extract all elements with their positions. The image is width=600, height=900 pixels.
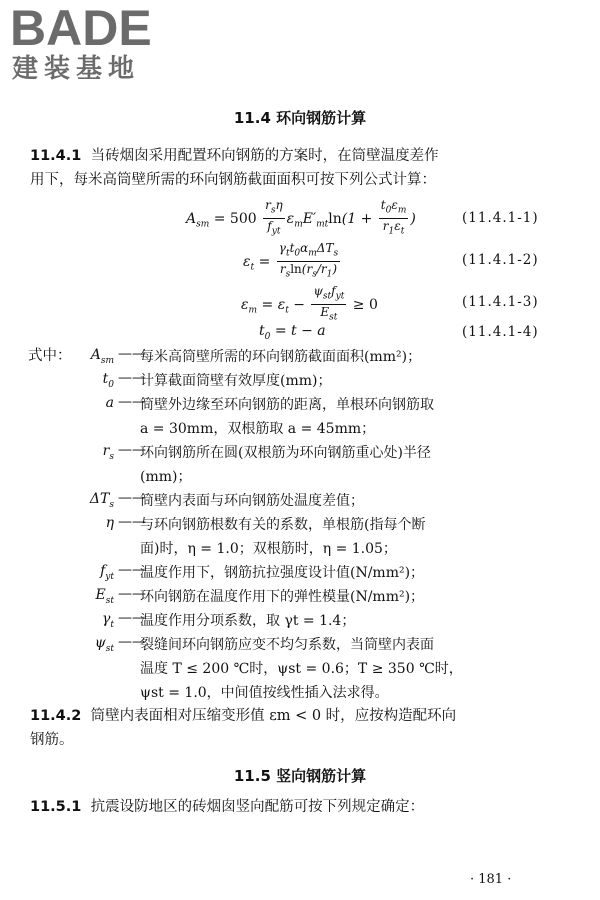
- def-symbol: $E_{st}$: [95, 587, 114, 606]
- clause-11-4-1-line2: 用下，每米高筒壁所需的环向钢筋截面面积可按下列公式计算：: [30, 172, 436, 188]
- def-text: 与环向钢筋根数有关的系数，单根筋(指每个断: [140, 517, 426, 533]
- dash: ——: [118, 394, 146, 410]
- clause-11-4-2-line1: [30, 706, 456, 726]
- clause-11-4-2-line2: 钢筋。: [30, 732, 74, 748]
- dash: ——: [118, 562, 146, 578]
- clause-text: 当砖烟囱采用配置环向钢筋的方案时，在筒壁温度差作: [90, 148, 439, 164]
- def-text: 计算截面筒壁有效厚度(mm)；: [140, 373, 332, 389]
- logo: [10, 0, 180, 88]
- clause-11-4-1-line1: [30, 146, 439, 166]
- equation-4-number: (11.4.1-4): [462, 324, 539, 340]
- clause-11-5-1-line1: [30, 797, 424, 817]
- def-text: 环向钢筋在温度作用下的弹性模量(N/mm²)；: [140, 589, 425, 605]
- dash: ——: [118, 514, 146, 530]
- equation-1: $A_{sm} = 500$ $\frac{r_s\eta}{f_{yt}}$ $\varepsilon_mE'_{mt}\ln(1$ + $\frac{t_0\varepsilon_m}{r_1\varepsilon_t}$ ): [186, 198, 416, 237]
- dash: ——: [118, 370, 146, 386]
- clause-text: 抗震设防地区的砖烟囱竖向配筋可按下列规定确定：: [90, 799, 425, 815]
- def-text: 环向钢筋所在圆(双根筋为环向钢筋重心处)半径: [140, 445, 431, 461]
- def-symbol: $f_{yt}$: [100, 563, 114, 582]
- def-text: 每米高筒壁所需的环向钢筋截面面积(mm²)；: [140, 349, 422, 365]
- def-symbol: $r_s$: [102, 443, 114, 462]
- def-symbol: a: [105, 395, 114, 411]
- def-symbol: $\Delta T_s$: [89, 491, 114, 510]
- dash: ——: [118, 490, 146, 506]
- dash: ——: [118, 586, 146, 602]
- def-text: 筒壁外边缘至环向钢筋的距离，单根环向钢筋取: [140, 397, 434, 413]
- section-title-11-5: 11.5 竖向钢筋计算: [233, 767, 367, 785]
- def-symbol: $A_{sm}$: [90, 347, 114, 366]
- equation-1-number: (11.4.1-1): [462, 210, 539, 226]
- equation-2-number: (11.4.1-2): [462, 252, 539, 268]
- clause-text: 筒壁内表面相对压缩变形值 εm < 0 时，应按构造配环向: [90, 708, 457, 724]
- logo-subtitle: 建装基地: [12, 54, 141, 84]
- equation-3-number: (11.4.1-3): [462, 294, 539, 310]
- def-symbol: $t_0$: [102, 371, 114, 390]
- dash: ——: [118, 442, 146, 458]
- dash: ——: [118, 346, 146, 362]
- clause-number: 11.5.1: [30, 799, 82, 815]
- clause-number: 11.4.2: [30, 708, 82, 724]
- section-title-11-4: 11.4 环向钢筋计算: [233, 109, 367, 127]
- equation-3: $\varepsilon_m = \varepsilon_t$ − $\frac{\psi_{st}f_{yt}}{E_{st}}$ ≥ 0: [241, 284, 378, 323]
- def-continuation: 温度 T ≤ 200 ℃时，ψst = 0.6；T ≥ 350 ℃时，: [140, 661, 463, 677]
- equation-2: $\varepsilon_t$ = $\frac{\gamma_tt_0\alpha_m\Delta T_s}{r_s\ln(r_s/r_1)}$: [243, 241, 339, 280]
- def-symbol: $\gamma_t$: [102, 611, 114, 630]
- def-continuation: 面)时，η = 1.0；双根筋时，η = 1.05；: [140, 541, 397, 557]
- def-text: 温度作用下，钢筋抗拉强度设计值(N/mm²)；: [140, 565, 425, 581]
- def-text: 温度作用分项系数，取 γt = 1.4；: [140, 613, 356, 629]
- def-symbol: $\psi_{st}$: [94, 635, 114, 654]
- def-continuation: a = 30mm，双根筋取 a = 45mm；: [140, 421, 376, 437]
- def-continuation: ψst = 1.0，中间值按线性插入法求得。: [140, 685, 389, 701]
- where-label: 式中：: [28, 348, 72, 364]
- clause-number: 11.4.1: [30, 148, 82, 164]
- dash: ——: [118, 610, 146, 626]
- logo-brand: BADE: [10, 0, 152, 56]
- def-symbol: η: [105, 515, 114, 531]
- def-text: 筒壁内表面与环向钢筋处温度差值；: [140, 493, 364, 509]
- page-number: · 181 ·: [470, 872, 512, 887]
- def-text: 裂缝间环向钢筋应变不均匀系数，当筒壁内表面: [140, 637, 434, 653]
- def-continuation: (mm)；: [140, 469, 192, 485]
- dash: ——: [118, 634, 146, 650]
- equation-4: $t_0 = t - a$: [259, 323, 326, 342]
